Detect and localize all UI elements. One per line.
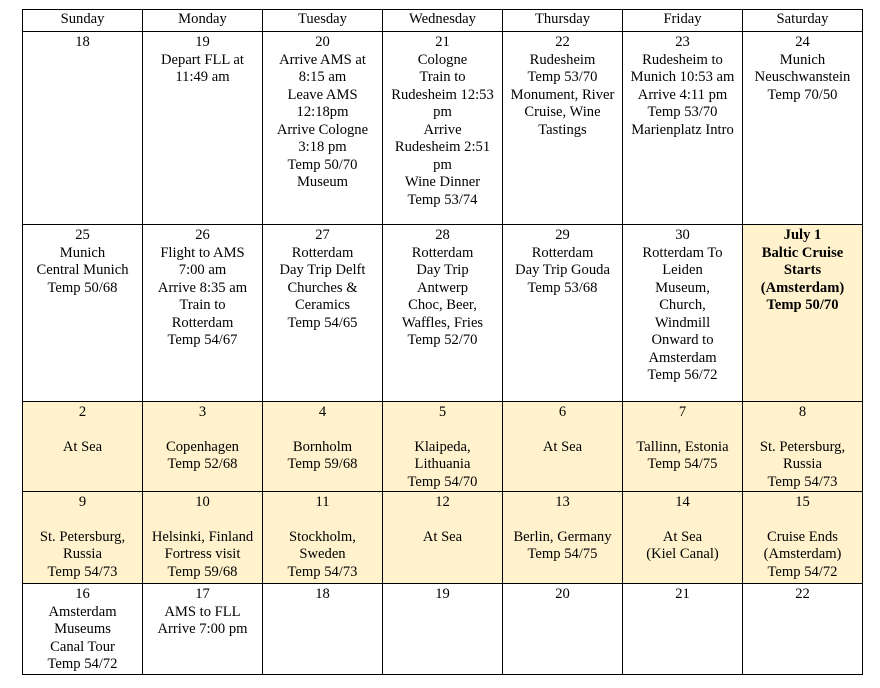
event-line: Museums [54,621,111,637]
day-cell [503,32,623,225]
day-number: 26 [195,227,210,243]
event-line: Arrive 7:00 pm [157,621,248,637]
event-line: 3:18 pm [298,139,347,155]
event-line: Day Trip Gouda [515,262,610,278]
day-cell [23,584,143,675]
day-number: 20 [555,586,570,602]
day-cell [383,225,503,402]
day-number: 25 [75,227,90,243]
day-number: 14 [675,494,690,510]
event-line: Temp 54/75 [647,456,718,472]
event-line: Cruise Ends [767,528,838,545]
day-cell [503,225,623,402]
event-line: Rudesheim [529,51,596,68]
day-cell [143,584,263,675]
event-line: Temp 70/50 [767,86,838,103]
day-cell [143,32,263,225]
day-number: 10 [195,494,210,510]
event-line: St. Petersburg, [759,438,846,455]
day-cell [743,225,863,402]
event-line: Tastings [538,121,587,138]
day-cell [23,225,143,402]
event-line: AMS to FLL [164,603,241,620]
event-line: (Amsterdam) [763,546,842,562]
spacer [385,512,500,529]
event-line: Canal Tour [50,638,115,655]
event-line: Klaipeda, [414,438,471,455]
event-line: Windmill [654,314,711,331]
day-cell [743,402,863,492]
header-sunday: Sunday [23,10,143,32]
event-line: Antwerp [416,279,469,296]
day-number: 19 [435,586,450,602]
event-line: Temp 54/73 [47,563,118,580]
event-line: Temp 54/73 [287,563,358,580]
calendar-table [22,9,863,675]
day-number: 3 [198,404,207,420]
event-line: Train to [179,297,226,313]
event-line: Rotterdam [411,244,474,261]
event-line: Bornholm [292,438,353,455]
day-cell [623,584,743,675]
spacer [265,422,380,439]
day-cell [143,492,263,584]
event-line: Temp 54/73 [767,473,838,490]
event-line: Day Trip [416,262,469,278]
event-line: Helsinki, Finland [151,528,254,545]
event-line: Leave AMS [287,86,358,103]
day-number: 24 [795,34,810,50]
event-line: Copenhagen [166,438,239,455]
event-line: Rotterdam [291,244,354,261]
header-friday: Friday [623,10,743,32]
spacer [505,512,620,529]
day-cell [623,225,743,402]
event-line: Monument, River [510,86,615,103]
spacer [385,422,500,439]
day-cell [263,225,383,402]
event-line: Temp 50/70 [287,156,358,173]
week-row [23,32,863,225]
spacer [145,422,260,439]
event-line: pm [433,104,452,120]
event-line: 7:00 am [178,262,227,278]
day-number: 6 [558,404,567,420]
event-line: Temp 50/68 [47,279,118,296]
day-cell [503,584,623,675]
event-line: Stockholm, [289,528,356,545]
day-number: 16 [75,586,90,602]
day-number: 13 [555,494,570,510]
event-line: Temp 59/68 [287,456,358,472]
event-line: Leiden [662,262,703,278]
event-line: Fortress visit [164,546,241,562]
spacer [265,512,380,529]
event-line: Tallinn, Estonia [636,438,729,455]
day-number: 11 [315,494,330,510]
day-cell [23,32,143,225]
event-line: Neuschwanstein [754,69,851,85]
day-cell [623,402,743,492]
day-cell [383,492,503,584]
event-line: At Sea [542,438,583,455]
week-row [23,584,863,675]
day-cell [743,584,863,675]
day-number: 4 [318,404,327,420]
day-number: 30 [675,227,690,243]
day-cell [743,32,863,225]
header-saturday: Saturday [743,10,863,32]
event-line: Amsterdam [48,603,117,620]
event-line: Churches & [287,279,358,296]
event-line: Museum [296,174,349,190]
day-number: 23 [675,34,690,50]
day-number: 21 [675,586,690,602]
week-row [23,402,863,492]
event-line: Baltic Cruise [761,244,844,261]
spacer [625,512,740,529]
header-tuesday: Tuesday [263,10,383,32]
event-line: At Sea [662,528,703,545]
day-cell [623,32,743,225]
day-number: 20 [315,34,330,50]
event-line: pm [433,156,452,173]
event-line: Central Munich [36,262,129,278]
day-number: 2 [78,404,87,420]
day-number: July 1 [783,227,822,243]
spacer [745,422,860,439]
event-line: Temp 53/70 [527,69,598,85]
event-line: At Sea [62,438,103,455]
spacer [505,422,620,439]
day-cell [623,492,743,584]
day-cell [263,402,383,492]
event-line: 8:15 am [298,69,347,85]
event-line: Marienplatz Intro [631,121,734,138]
event-line: Ceramics [294,297,351,313]
day-number: 22 [555,34,570,50]
day-cell [743,492,863,584]
spacer [745,512,860,529]
day-number: 18 [315,586,330,602]
event-line: Sweden [299,546,346,562]
day-number: 19 [195,34,210,50]
day-number: 22 [795,586,810,602]
event-line: Day Trip Delft [279,262,366,278]
event-line: Temp 53/70 [647,104,718,120]
event-line: Munich 10:53 am [630,69,735,85]
day-number: 21 [435,34,450,50]
event-line: Temp 54/72 [47,656,118,672]
day-number: 12 [435,494,450,510]
day-cell [383,584,503,675]
day-cell [143,402,263,492]
spacer [145,512,260,529]
header-thursday: Thursday [503,10,623,32]
event-line: At Sea [422,528,463,545]
event-line: Arrive [423,121,462,138]
week-row [23,225,863,402]
event-line: Cologne [417,51,468,68]
event-line: (Kiel Canal) [646,546,719,562]
spacer [25,422,140,439]
weekday-header-row [23,10,863,32]
event-line: Temp 53/68 [527,279,598,296]
day-number: 8 [798,404,807,420]
event-line: 12:18pm [296,104,349,120]
week-row [23,492,863,584]
event-line: Train to [419,69,466,85]
event-line: Rotterdam [171,314,234,331]
day-number: 15 [795,494,810,510]
event-line: Rudesheim 12:53 [391,86,494,103]
event-line: Russia [783,456,822,472]
day-cell [263,32,383,225]
spacer [25,512,140,529]
event-line: Waffles, Fries [401,314,484,331]
event-line: Museum, [655,279,710,296]
day-number: 5 [438,404,447,420]
event-line: Flight to AMS [160,244,245,261]
day-cell [383,32,503,225]
day-number: 29 [555,227,570,243]
event-line: Temp 54/65 [287,314,358,331]
event-line: Amsterdam [648,349,717,366]
event-line: Temp 52/70 [407,332,478,348]
event-line: Lithuania [414,456,471,472]
event-line: Rotterdam [531,244,594,261]
event-line: Arrive AMS at [279,51,366,68]
day-cell [503,492,623,584]
day-number: 17 [195,586,210,602]
header-monday: Monday [143,10,263,32]
event-line: Arrive 4:11 pm [637,86,728,103]
day-number: 18 [75,34,90,50]
event-line: Rudesheim 2:51 [394,139,491,155]
event-line: Onward to [651,332,714,348]
event-line: Choc, Beer, [408,297,477,313]
event-line: St. Petersburg, [39,528,126,545]
day-number: 9 [78,494,87,510]
day-number: 7 [678,404,687,420]
event-line: Temp 52/68 [167,456,238,472]
event-line: Depart FLL at [161,51,244,68]
event-line: 11:49 am [175,69,230,85]
event-line: (Amsterdam) [760,279,845,296]
day-cell [263,492,383,584]
event-line: Munich [59,244,106,261]
event-line: Wine Dinner [404,174,481,190]
day-number: 27 [315,227,330,243]
day-cell [503,402,623,492]
header-wednesday: Wednesday [383,10,503,32]
event-line: Berlin, Germany [513,528,612,545]
event-line: Munich [779,51,826,68]
event-line: Rudesheim to [642,51,723,68]
event-line: Temp 54/67 [167,332,238,348]
spacer [625,422,740,439]
event-line: Temp 56/72 [647,367,718,383]
event-line: Temp 50/70 [766,297,839,313]
event-line: Arrive 8:35 am [157,279,248,296]
event-line: Starts [783,262,822,278]
event-line: Temp 54/75 [527,546,598,562]
event-line: Temp 53/74 [407,191,478,208]
event-line: Church, [659,297,706,313]
day-cell [23,492,143,584]
event-line: Cruise, Wine [524,104,601,120]
event-line: Temp 54/70 [407,473,478,490]
day-cell [383,402,503,492]
day-cell [143,225,263,402]
day-cell [263,584,383,675]
event-line: Temp 59/68 [167,563,238,580]
event-line: Rotterdam To [642,244,723,261]
day-cell [23,402,143,492]
day-number: 28 [435,227,450,243]
event-line: Temp 54/72 [767,563,838,580]
event-line: Arrive Cologne [276,121,369,138]
event-line: Russia [63,546,102,562]
